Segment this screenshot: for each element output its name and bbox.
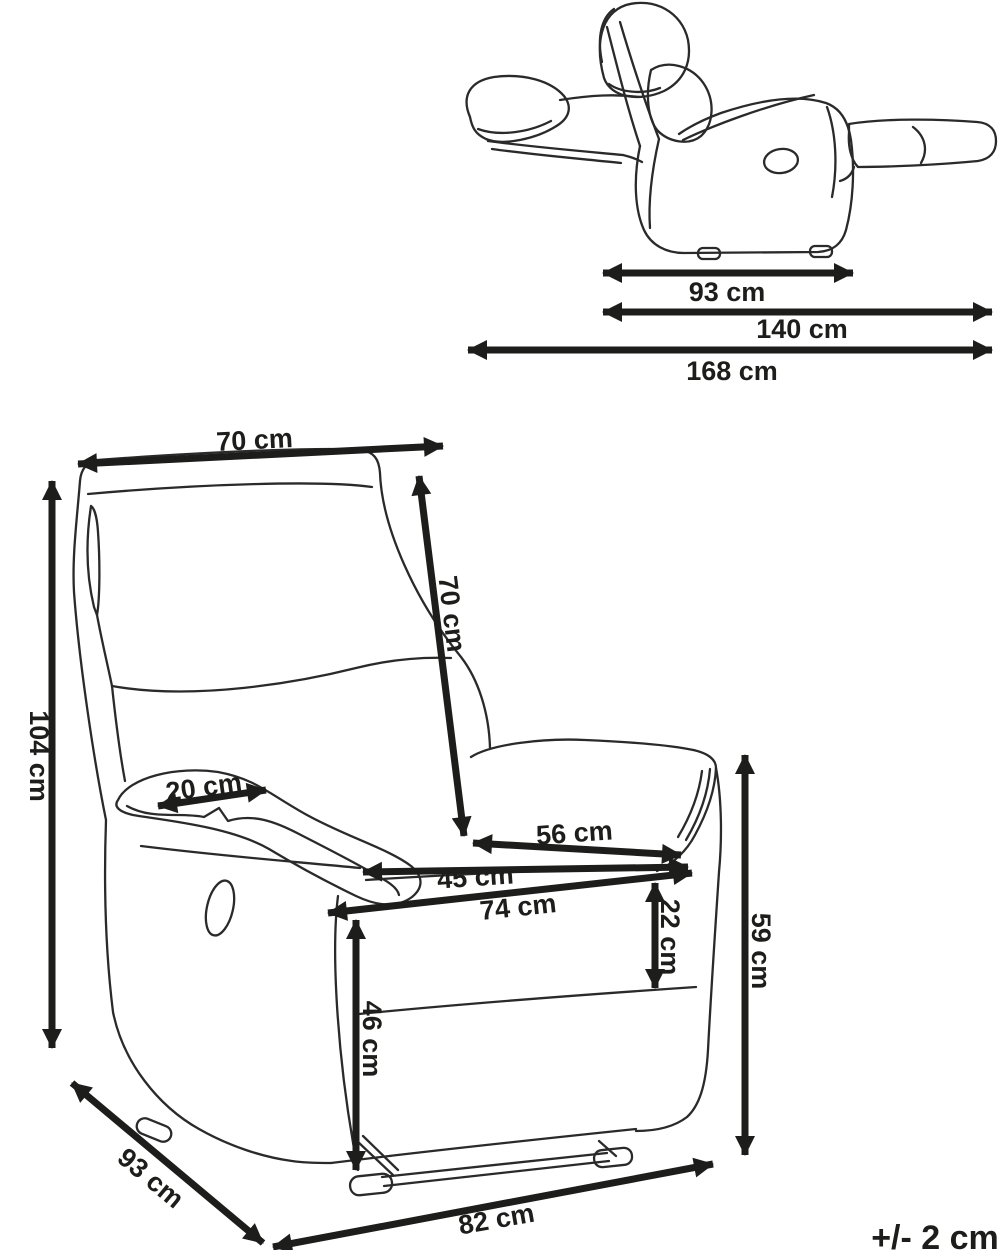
dimension-label: 93 cm: [111, 1142, 190, 1215]
left-bolster-tail: [97, 615, 112, 686]
tolerance-note: +/- 2 cm: [871, 1219, 999, 1250]
legrest-rail-2: [492, 149, 621, 163]
dimension-seat-height: [356, 920, 387, 1170]
front-panel-bottom-edge: [331, 1129, 636, 1163]
side-body-front-seam: [649, 139, 659, 228]
left-armrest-pad: [116, 770, 420, 904]
dimension-label: 70 cm: [215, 423, 294, 457]
dimension-backrest-height: [419, 476, 471, 836]
footrest-pad-seam: [478, 121, 551, 133]
backrest-top-piping: [88, 483, 372, 494]
backrest-left-edge: [74, 460, 331, 1163]
dimensions-layer: [24, 273, 992, 1247]
backrest-cross-seam: [112, 658, 451, 692]
dimension-label: 168 cm: [686, 356, 778, 386]
side-body: [636, 99, 853, 253]
dimension-reclined-body-length: [603, 273, 853, 307]
back-panel-seam: [827, 107, 835, 197]
front-right-foot: [593, 1147, 633, 1168]
dimension-label: 70 cm: [432, 574, 472, 654]
dimension-label: 22 cm: [655, 898, 685, 976]
dimension-label: 82 cm: [456, 1197, 537, 1241]
upright-chair-drawing: [74, 449, 721, 1196]
dimension-label: 74 cm: [478, 888, 558, 926]
dimension-label: 20 cm: [163, 766, 244, 808]
dimension-backrest-width: [78, 423, 443, 464]
dimension-reclined-length: [603, 312, 992, 344]
front-panel-seam: [359, 987, 696, 1014]
legrest-rail-1: [488, 141, 623, 155]
dimension-label: 140 cm: [756, 314, 848, 344]
dimension-armrest-floor-height: [745, 755, 776, 1155]
dimension-seat-depth: [473, 815, 681, 855]
dimension-label: 45 cm: [436, 859, 515, 895]
dimension-arrow: [419, 476, 464, 836]
dimension-label: 104 cm: [24, 710, 54, 802]
dimension-label: 46 cm: [357, 1000, 387, 1078]
backrest-arm-junction: [112, 686, 125, 781]
left-bolster: [87, 506, 99, 615]
reclined-chair-drawing: [467, 3, 996, 259]
recline-handle: [762, 147, 799, 175]
power-button: [201, 878, 239, 938]
dimension-reclined-total-length: [468, 350, 992, 386]
dimension-total-height: [24, 481, 54, 1048]
dimension-label: 59 cm: [746, 912, 776, 990]
dimension-chair-width: [273, 1164, 713, 1247]
dimension-armrest-width: [158, 767, 266, 807]
dimension-arrow: [363, 867, 688, 872]
dimension-armrest-height: [655, 883, 685, 988]
dimension-label: 93 cm: [688, 277, 766, 307]
headrest-seam: [609, 84, 660, 92]
extension-seam: [913, 127, 925, 163]
dimension-label: 56 cm: [535, 815, 614, 851]
